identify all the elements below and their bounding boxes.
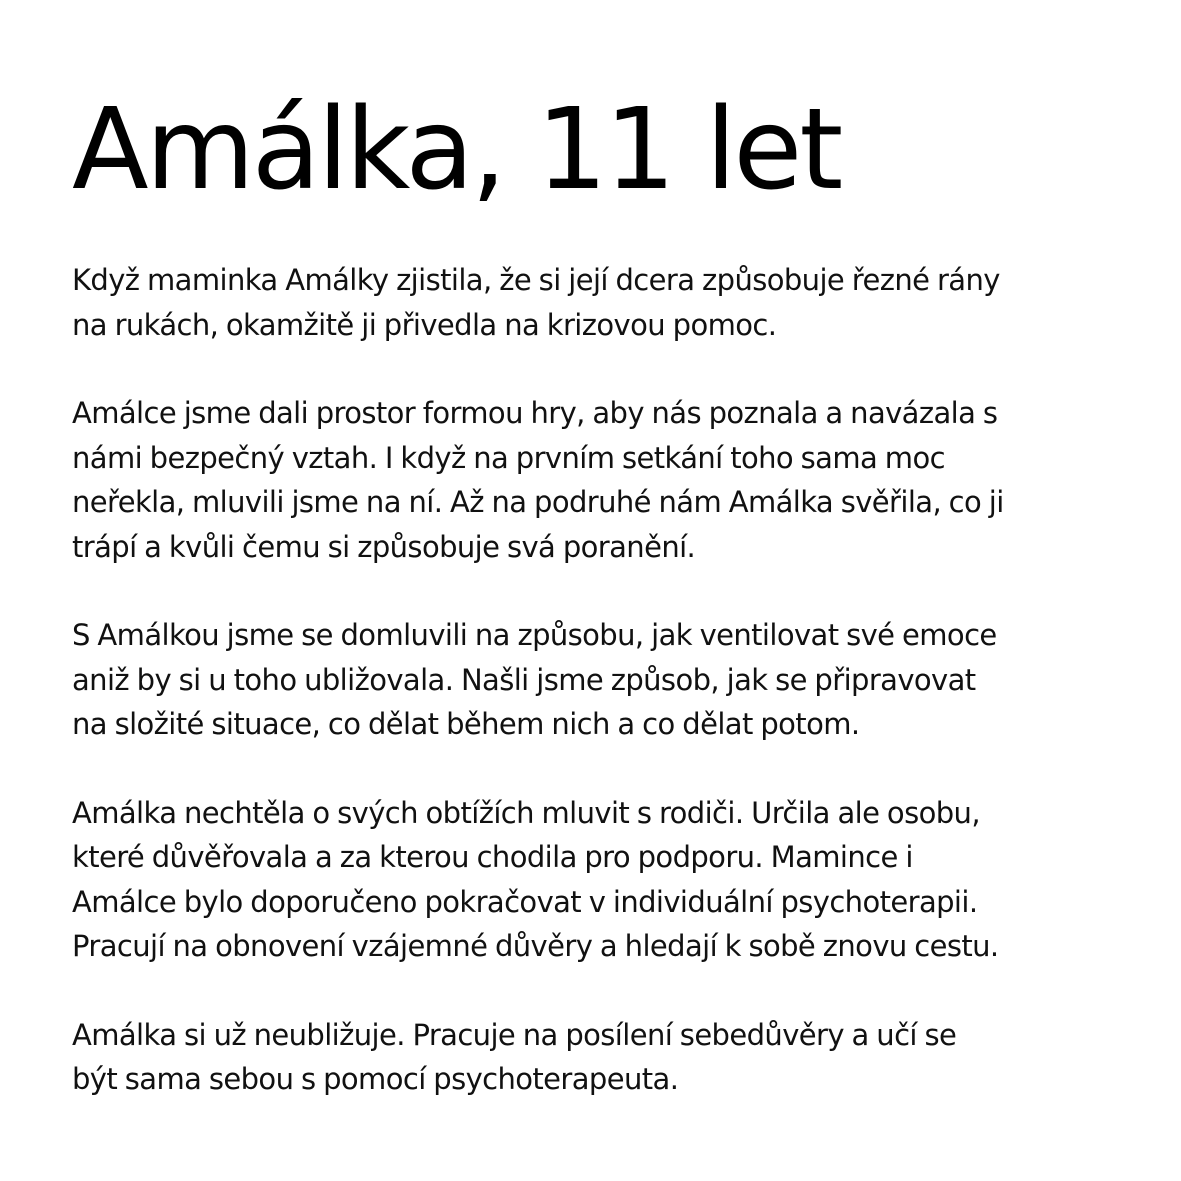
- text-line: Pracují na obnovení vzájemné důvěry a hledají k sobě znovu cestu.: [72, 929, 999, 963]
- document-page: [72, 85, 1112, 1146]
- text-line: aniž by si u toho ubližovala. Našli jsme způsob, jak se připravovat: [72, 662, 976, 697]
- text-line: Amálce bylo doporučeno pokračovat v individuální psychoterapii.: [72, 884, 978, 919]
- text-line: na rukách, okamžitě ji přivedla na krizovou pomoc.: [72, 307, 777, 342]
- text-line: na složité situace, co dělat během nich a co dělat potom.: [72, 707, 860, 741]
- text-line: neřekla, mluvili jsme na ní. Až na podruhé nám Amálka svěřila, co ji: [72, 485, 1004, 519]
- text-line: být sama sebou s pomocí psychoterapeuta.: [72, 1062, 679, 1096]
- story-body: [72, 258, 1112, 1102]
- page-title: Amálka, 11 let: [72, 85, 841, 215]
- text-line: Když maminka Amálky zjistila, že si její dcera způsobuje řezné rány: [72, 263, 1000, 297]
- text-line: Amálka si už neubližuje. Pracuje na posílení sebedůvěry a učí se: [72, 1017, 957, 1052]
- text-line: které důvěřovala a za kterou chodila pro podporu. Mamince i: [72, 840, 913, 874]
- paragraph-first-meetings: [72, 391, 1112, 569]
- text-line: Amálce jsme dali prostor formou hry, aby nás poznala a navázala s: [72, 396, 998, 430]
- text-line: námi bezpečný vztah. I když na prvním setkání toho sama moc: [72, 440, 945, 475]
- text-line: trápí a kvůli čemu si způsobuje svá poranění.: [72, 529, 696, 564]
- paragraph-coping-strategy: [72, 613, 1112, 747]
- text-line: Amálka nechtěla o svých obtížích mluvit s rodiči. Určila ale osobu,: [72, 795, 980, 830]
- paragraph-family-therapy: [72, 791, 1112, 969]
- text-line: S Amálkou jsme se domluvili na způsobu, jak ventilovat své emoce: [72, 618, 997, 652]
- paragraph-outcome: [72, 1013, 1112, 1102]
- paragraph-intro: [72, 258, 1112, 347]
